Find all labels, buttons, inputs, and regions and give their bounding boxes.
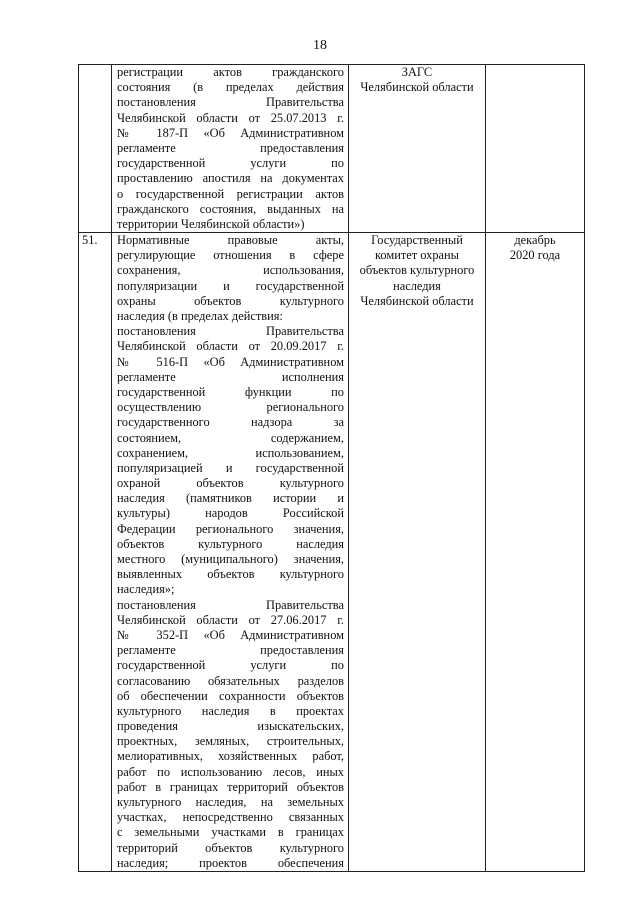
- description-line: наследия; проектов обеспечения: [117, 855, 344, 870]
- description-line: регламенте исполнения: [117, 369, 344, 384]
- description-line: постановления Правительства: [117, 95, 344, 110]
- row-number-cell: [79, 65, 112, 233]
- description-line: регулирующие отношения в сфере: [117, 248, 344, 263]
- description-line: популяризации и государственной: [117, 278, 344, 293]
- description-line: местного (муниципального) значения,: [117, 552, 344, 566]
- description-line: проведения изыскательских,: [117, 719, 344, 734]
- executor-line: Челябинской области: [360, 293, 474, 308]
- description-line: состоянием, содержанием,: [117, 430, 344, 445]
- executor-line: наследия: [393, 278, 441, 293]
- description-line: о государственной регистрации актов: [117, 186, 344, 201]
- executor-cell: [349, 65, 486, 233]
- description-line: постановления Правительства: [117, 324, 344, 339]
- row-number: [82, 65, 111, 80]
- description-line: Челябинской области от 25.07.2013 г.: [117, 110, 344, 125]
- description-line: Нормативные правовые акты,: [117, 233, 344, 248]
- description-line: Челябинской области от 27.06.2017 г.: [117, 612, 344, 627]
- description-line: работ в границах территорий объектов: [117, 779, 344, 794]
- description-line: участках, непосредственно связанных: [117, 810, 344, 825]
- table-row: [79, 65, 585, 233]
- description-line: территорий объектов культурного: [117, 840, 344, 855]
- description-line: наследия (памятников истории и: [117, 491, 344, 506]
- description-line: территории Челябинской области»): [117, 216, 305, 231]
- description-line: регламенте предоставления: [117, 140, 344, 155]
- description-line: регистрации актов гражданского: [117, 65, 344, 79]
- description-line: охраны объектов культурного: [117, 293, 344, 308]
- description-line: государственного надзора за: [117, 415, 344, 430]
- executor-cell: [349, 233, 486, 872]
- description-line: гражданского состояния, выданных на: [117, 201, 344, 216]
- description-line: состояния (в пределах действия: [117, 80, 344, 95]
- description-line: государственной услуги по: [117, 658, 344, 673]
- description-line: наследия»;: [117, 582, 175, 597]
- description-line: наследия (в пределах действия:: [117, 309, 283, 323]
- description-line: мелиоративных, хозяйственных работ,: [117, 749, 344, 764]
- row-number-cell: [79, 233, 112, 872]
- description-line: постановления Правительства: [117, 597, 344, 612]
- plan-table: [78, 64, 585, 872]
- description-line: сохранения, использования,: [117, 263, 344, 278]
- description-line: государственной услуги по: [117, 156, 344, 171]
- description-line: Федерации регионального значения,: [117, 521, 344, 536]
- term-line: 2020 года: [509, 248, 561, 263]
- table-row: [79, 233, 585, 872]
- description-line: проектных, земляных, строительных,: [117, 734, 344, 749]
- term-cell: [486, 65, 585, 233]
- description-line: согласованию обязательных разделов: [117, 673, 344, 688]
- description-line: регламенте предоставления: [117, 643, 344, 658]
- description-line: культурного наследия, на земельных: [117, 795, 344, 809]
- description-line: Челябинской области от 20.09.2017 г.: [117, 339, 344, 354]
- row-number: 51.: [82, 233, 98, 248]
- executor-line: Государственный: [371, 233, 463, 248]
- description-line: сохранением, использованием,: [117, 445, 344, 460]
- description-line: № 516-П «Об Административном: [117, 354, 344, 369]
- description-line: осуществлению регионального: [117, 400, 344, 415]
- description-line: с земельными участками в границах: [117, 825, 344, 840]
- term-cell: [486, 233, 585, 872]
- executor-line: комитет охраны: [375, 248, 459, 263]
- description-line: выявленных объектов культурного: [117, 567, 344, 582]
- executor-line: объектов культурного: [359, 263, 475, 278]
- description-line: популяризацией и государственной: [117, 460, 344, 475]
- executor-line: Челябинской области: [360, 80, 474, 95]
- description-line: государственной функции по: [117, 384, 344, 399]
- description-cell: [112, 233, 349, 872]
- description-line: проставлению апостиля на документах: [117, 171, 344, 186]
- description-line: об обеспечении сохранности объектов: [117, 688, 344, 703]
- executor-line: ЗАГС: [401, 65, 433, 79]
- description-line: № 187-П «Об Административном: [117, 125, 344, 140]
- term-line: декабрь: [514, 233, 556, 248]
- description-cell: [112, 65, 349, 233]
- description-line: культуры) народов Российской: [117, 506, 344, 521]
- description-line: работ по использованию лесов, иных: [117, 764, 344, 779]
- description-line: объектов культурного наследия: [117, 536, 344, 551]
- page-number: 18: [313, 38, 327, 53]
- description-line: № 352-П «Об Административном: [117, 627, 344, 642]
- description-line: охраной объектов культурного: [117, 476, 344, 491]
- description-line: культурного наследия в проектах: [117, 703, 344, 718]
